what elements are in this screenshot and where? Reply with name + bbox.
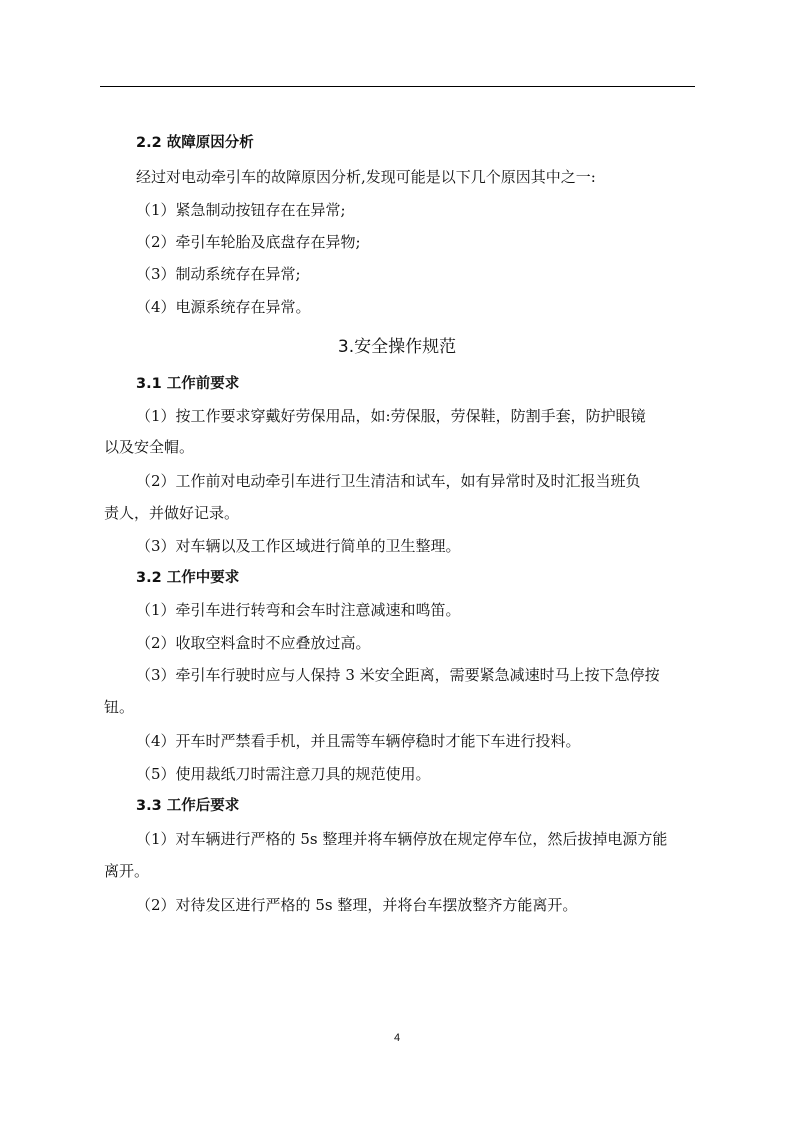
paragraph-intro: 经过对电动牵引车的故障原因分析,发现可能是以下几个原因其中之一: xyxy=(136,168,596,186)
paragraph-line: （5）使用裁纸刀时需注意刀具的规范使用。 xyxy=(136,765,431,783)
paragraph-line: （2）对待发区进行严格的 5s 整理，并将台车摆放整齐方能离开。 xyxy=(136,896,578,914)
page-number: 4 xyxy=(393,1032,401,1044)
section-heading-3-1: 3.1 工作前要求 xyxy=(136,376,240,392)
paragraph-line: （2）工作前对电动牵引车进行卫生清洁和试车，如有异常时及时汇报当班负 xyxy=(136,472,641,490)
section-heading-3: 3.安全操作规范 xyxy=(337,337,457,357)
paragraph-line: （2）收取空料盒时不应叠放过高。 xyxy=(136,634,371,652)
paragraph-line: 离开。 xyxy=(104,862,150,880)
paragraph-line: 钮。 xyxy=(104,698,135,716)
list-item: （2）牵引车轮胎及底盘存在异物; xyxy=(136,233,361,251)
paragraph-line: （3）牵引车行驶时应与人保持 3 米安全距离，需要紧急减速时马上按下急停按 xyxy=(136,666,660,684)
paragraph-line: （4）开车时严禁看手机，并且需等车辆停稳时才能下车进行投料。 xyxy=(136,732,581,750)
paragraph-line: （3）对车辆以及工作区域进行简单的卫生整理。 xyxy=(136,537,461,555)
paragraph-line: （1）对车辆进行严格的 5s 整理并将车辆停放在规定停车位，然后拔掉电源方能 xyxy=(136,830,668,848)
paragraph-line: 以及安全帽。 xyxy=(104,438,195,456)
section-heading-2-2: 2.2 故障原因分析 xyxy=(136,135,254,151)
paragraph-line: （1）按工作要求穿戴好劳保用品，如:劳保服，劳保鞋，防割手套，防护眼镜 xyxy=(136,407,646,425)
list-item: （3）制动系统存在异常; xyxy=(136,265,301,283)
paragraph-line: 责人，并做好记录。 xyxy=(104,504,240,522)
list-item: （1）紧急制动按钮存在在异常; xyxy=(136,201,346,219)
section-heading-3-3: 3.3 工作后要求 xyxy=(136,798,240,814)
paragraph-line: （1）牵引车进行转弯和会车时注意减速和鸣笛。 xyxy=(136,601,461,619)
header-rule xyxy=(100,86,695,87)
list-item: （4）电源系统存在异常。 xyxy=(136,298,311,316)
section-heading-3-2: 3.2 工作中要求 xyxy=(136,570,240,586)
